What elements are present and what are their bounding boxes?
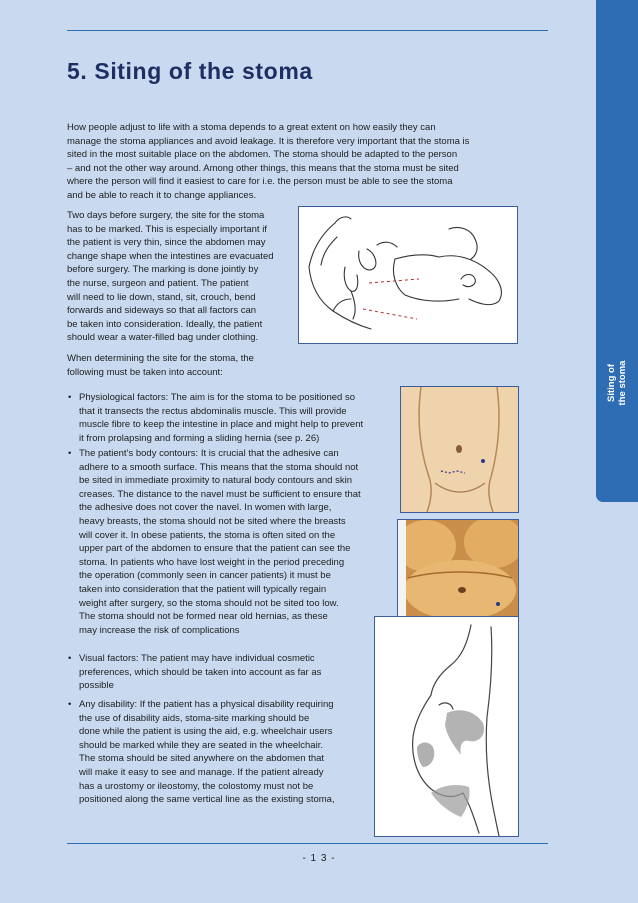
pregnant-woman-illustration [374, 616, 519, 837]
chapter-tab-label [606, 361, 628, 406]
chapter-tab-line-2: the stoma [617, 360, 628, 406]
text-line: When determining the site for the stoma, the [67, 353, 254, 364]
obese-abdomen-photo-icon [398, 520, 518, 620]
text-line: taken into consideration that the patient will typically regain [79, 583, 327, 595]
text-line: will make it easy to see and manage. If the patient already [79, 766, 324, 778]
text-line: has to be marked. This is especially important if [67, 223, 267, 235]
bullet-visual-factors [67, 652, 379, 693]
text-line: How people adjust to life with a stoma depends to a great extent on how easily they can [67, 122, 436, 133]
text-line: be taken into consideration. Ideally, the patient [67, 318, 263, 330]
text-line: and be able to reach it to change appliances. [67, 189, 257, 201]
text-line: the nurse, surgeon and patient. The patient [67, 277, 249, 289]
text-line: weight after surgery, so the stoma should not be sited too low. [79, 597, 339, 609]
text-line: manage the stoma appliances and avoid leakage. It is therefore very important that the stoma is [67, 135, 470, 147]
text-line: positioned along the same vertical line as the existing stoma, [79, 794, 335, 806]
chapter-tab-line-1: Siting of [606, 364, 617, 402]
text-line: Two days before surgery, the site for the stoma [67, 210, 265, 221]
text-line: preferences, which should be taken into account as far as [79, 666, 322, 678]
marking-paragraph [67, 209, 297, 345]
text-line: it from prolapsing and forming a sliding hernia (see p. 26) [79, 432, 320, 444]
page-number: - 1 3 - [302, 853, 336, 864]
bottom-rule [67, 843, 548, 844]
text-line: sited in the most suitable place on the abdomen. The stoma should be adapted to the person [67, 149, 458, 161]
bullet-disability [67, 698, 379, 807]
text-line: heavy breasts, the stoma should not be sited where the breasts [79, 515, 346, 527]
bullet-symbol: • [68, 699, 72, 710]
text-line: done while the patient is using the aid, e.g. wheelchair users [79, 726, 333, 738]
text-line: muscle fibre to keep the intestine in place and might help to prevent [79, 419, 364, 431]
text-line: before surgery. The marking is done jointly by [67, 264, 259, 276]
text-line: the adhesive does not cover the navel. In women with large, [79, 502, 332, 514]
text-line: upper part of the abdomen to ensure that the patient can see the [79, 543, 351, 555]
text-line: The patient’s body contours: It is crucial that the adhesive can [79, 448, 339, 459]
text-line: be sited in immediate proximity to natural body contours and skin [79, 475, 352, 487]
text-line: Any disability: If the patient has a physical disability requiring [79, 699, 334, 710]
text-line: change shape when the intestines are evacuated [67, 250, 274, 262]
text-line: the operation (commonly seen in cancer patients) it must be [79, 570, 331, 582]
chapter-tab [596, 0, 638, 502]
line-drawing-icon [299, 207, 517, 343]
bullet-symbol: • [68, 448, 72, 459]
text-line: where the person will find it easiest to care for i.e. the person must be able to see the stoma [67, 176, 453, 188]
top-rule [67, 30, 548, 31]
text-line: The stoma should be sited anywhere on the abdomen that [79, 753, 325, 765]
factors-intro-paragraph [67, 352, 297, 379]
pregnant-profile-icon [375, 617, 518, 836]
bullet-physiological [67, 391, 409, 445]
text-line: will cover it. In obese patients, the stoma is often sited on the [79, 529, 336, 541]
text-line: creases. The distance to the navel must be sufficient to ensure that [79, 488, 361, 500]
reclining-figures-illustration [298, 206, 518, 344]
text-line: The stoma should not be formed near old hernias, as these [79, 611, 328, 623]
text-line: following must be taken into account: [67, 366, 223, 378]
bullet-body-contours [67, 447, 409, 637]
bullet-symbol: • [68, 392, 72, 403]
intro-paragraph [67, 121, 537, 203]
text-line: the patient is very thin, since the abdomen may [67, 237, 266, 249]
text-line: adhere to a smooth surface. This means that the stoma should not [79, 461, 359, 473]
text-line: forwards and sideways so that all factors can [67, 305, 257, 317]
text-line: has a urostomy or ileostomy, the colostomy must not be [79, 780, 314, 792]
text-line: may increase the risk of complications [79, 624, 240, 636]
abdomen-photo [400, 386, 519, 513]
text-line: Physiological factors: The aim is for the stoma to be positioned so [79, 392, 355, 403]
text-line: that it transects the rectus abdominalis muscle. This will provide [79, 405, 347, 417]
abdomen-photo-icon [401, 387, 518, 512]
text-line: should be marked while they are seated in the wheelchair. [79, 739, 323, 751]
text-line: Visual factors: The patient may have individual cosmetic [79, 653, 315, 664]
bullet-symbol: • [68, 653, 72, 664]
page-title: 5. Siting of the stoma [67, 58, 313, 84]
obese-abdomen-photo [397, 519, 519, 621]
text-line: possible [79, 680, 114, 692]
text-line: the use of disability aids, stoma-site marking should be [79, 712, 310, 724]
text-line: stoma. In patients who have lost weight in the period preceding [79, 556, 345, 568]
text-line: – and not the other way around. Among other things, this means that the stoma must be sited [67, 162, 459, 174]
text-line: should wear a water-filled bag under clothing. [67, 332, 259, 344]
text-line: will need to lie down, stand, sit, crouch, bend [67, 291, 256, 303]
